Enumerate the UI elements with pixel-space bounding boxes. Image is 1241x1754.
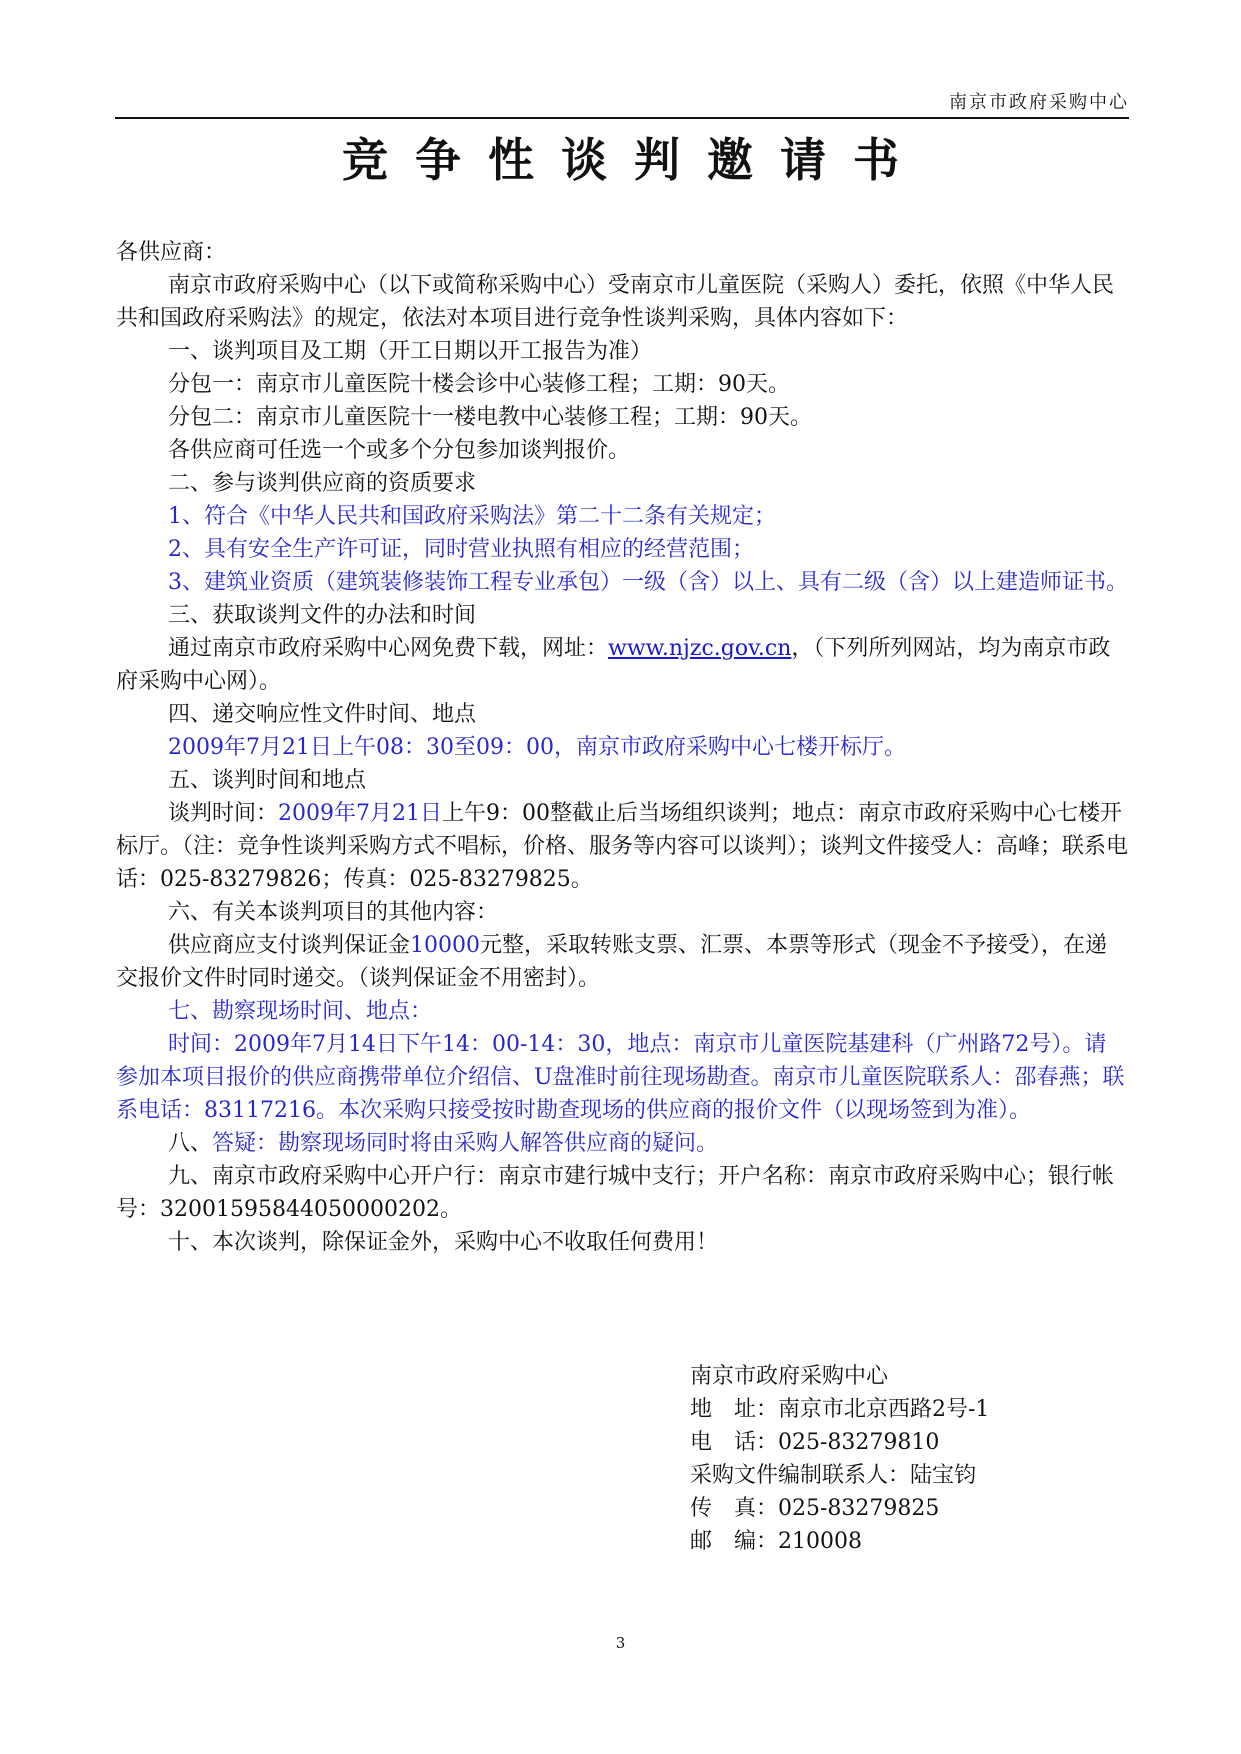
requirement-2: 2、具有安全生产许可证，同时营业执照有相应的经营范围； xyxy=(168,537,754,562)
site-visit-paragraph: 时间：2009年7月14日下午14：00-14：30，地点：南京市儿童医院基建科（广州路72号）。请参加本项目报价的供应商携带单位介绍信、U盘准时前往现场勘查。南京市儿童医院联系人：邵春燕；联系电话：83117216。本次采购只接受按时勘查现场的供应商的报价文件（以现场签到为准）。 xyxy=(116,1032,1125,1123)
package-1: 分包一：南京市儿童医院十楼会诊中心装修工程；工期：90天。 xyxy=(168,372,790,397)
signature-block xyxy=(690,1360,989,1558)
intro-paragraph: 南京市政府采购中心（以下或简称采购中心）受南京市儿童医院（采购人）委托，依照《中华人民共和国政府采购法》的规定，依法对本项目进行竞争性谈判采购，具体内容如下： xyxy=(116,273,1115,331)
negotiation-paragraph xyxy=(116,797,1128,896)
section-6-heading: 六、有关本谈判项目的其他内容： xyxy=(168,900,499,925)
requirement-1: 1、符合《中华人民共和国政府采购法》第二十二条有关规定； xyxy=(168,504,776,529)
header-rule xyxy=(115,117,1129,119)
signature-org: 南京市政府采购中心 xyxy=(690,1364,889,1389)
section-8-prefix: 八、 xyxy=(168,1131,213,1156)
document-title: 竞争性谈判邀请书 xyxy=(342,133,926,187)
signature-postcode: 邮 编：210008 xyxy=(690,1529,862,1554)
signature-contact: 采购文件编制联系人：陆宝钧 xyxy=(690,1463,977,1488)
download-paragraph xyxy=(116,632,1128,698)
package-2: 分包二：南京市儿童医院十一楼电教中心装修工程；工期：90天。 xyxy=(168,405,812,430)
signature-fax: 传 真：025-83279825 xyxy=(690,1496,940,1521)
bank-paragraph: 九、南京市政府采购中心开户行：南京市建行城中支行；开户名称：南京市政府采购中心；银行帐号：32001595844050000202。 xyxy=(116,1164,1115,1222)
page-number: 3 xyxy=(615,1634,626,1652)
signature-phone: 电 话：025-83279810 xyxy=(690,1430,940,1455)
negotiation-date: 2009年7月21日 xyxy=(278,801,442,826)
requirement-3: 3、建筑业资质（建筑装修装饰工程专业承包）一级（含）以上、具有二级（含）以上建造师证书。 xyxy=(168,570,1129,595)
signature-address: 地 址：南京市北京西路2号-1 xyxy=(690,1397,990,1422)
salutation: 各供应商： xyxy=(116,240,227,265)
negotiation-label: 谈判时间： xyxy=(168,801,279,826)
download-text: 通过南京市政府采购中心网免费下载，网址： xyxy=(168,636,609,661)
negotiation-details: 上午9：00整截止后当场组织谈判；地点：南京市政府采购中心七楼开标厅。（注：竞争性谈判采购方式不唱标，价格、服务等内容可以谈判）；谈判文件接受人：高峰；联系电话：025-83279826；传真：025-83279825。 xyxy=(116,801,1129,892)
section-8-paragraph xyxy=(116,1127,1128,1160)
section-4-heading: 四、递交响应性文件时间、地点 xyxy=(168,702,477,727)
fee-paragraph: 十、本次谈判，除保证金外，采购中心不收取任何费用！ xyxy=(168,1230,719,1255)
deposit-terms: 元整，采取转账支票、汇票、本票等形式（现金不予接受），在递交报价文件时同时递交。（谈判保证金不用密封）。 xyxy=(116,933,1108,991)
section-2-heading: 二、参与谈判供应商的资质要求 xyxy=(168,471,477,496)
package-note: 各供应商可任选一个或多个分包参加谈判报价。 xyxy=(168,438,631,463)
deposit-amount: 10000 xyxy=(410,933,481,958)
section-1-heading: 一、谈判项目及工期（开工日期以开工报告为准） xyxy=(168,339,653,364)
website-link[interactable]: www.njzc.gov.cn xyxy=(608,636,792,661)
download-note: ，（下列所列网站，均为南京市政府采购中心网）。 xyxy=(116,636,1111,694)
section-7-heading: 七、勘察现场时间、地点： xyxy=(168,999,433,1024)
section-3-heading: 三、获取谈判文件的办法和时间 xyxy=(168,603,477,628)
header-org: 南京市政府采购中心 xyxy=(949,92,1129,113)
document-body xyxy=(116,236,1128,1259)
qa-text: 答疑：勘察现场同时将由采购人解答供应商的疑问。 xyxy=(212,1131,719,1156)
submission-time-place: 2009年7月21日上午08：30至09：00，南京市政府采购中心七楼开标厅。 xyxy=(168,735,906,760)
section-5-heading: 五、谈判时间和地点 xyxy=(168,768,367,793)
deposit-paragraph xyxy=(116,929,1128,995)
deposit-text: 供应商应支付谈判保证金 xyxy=(168,933,411,958)
